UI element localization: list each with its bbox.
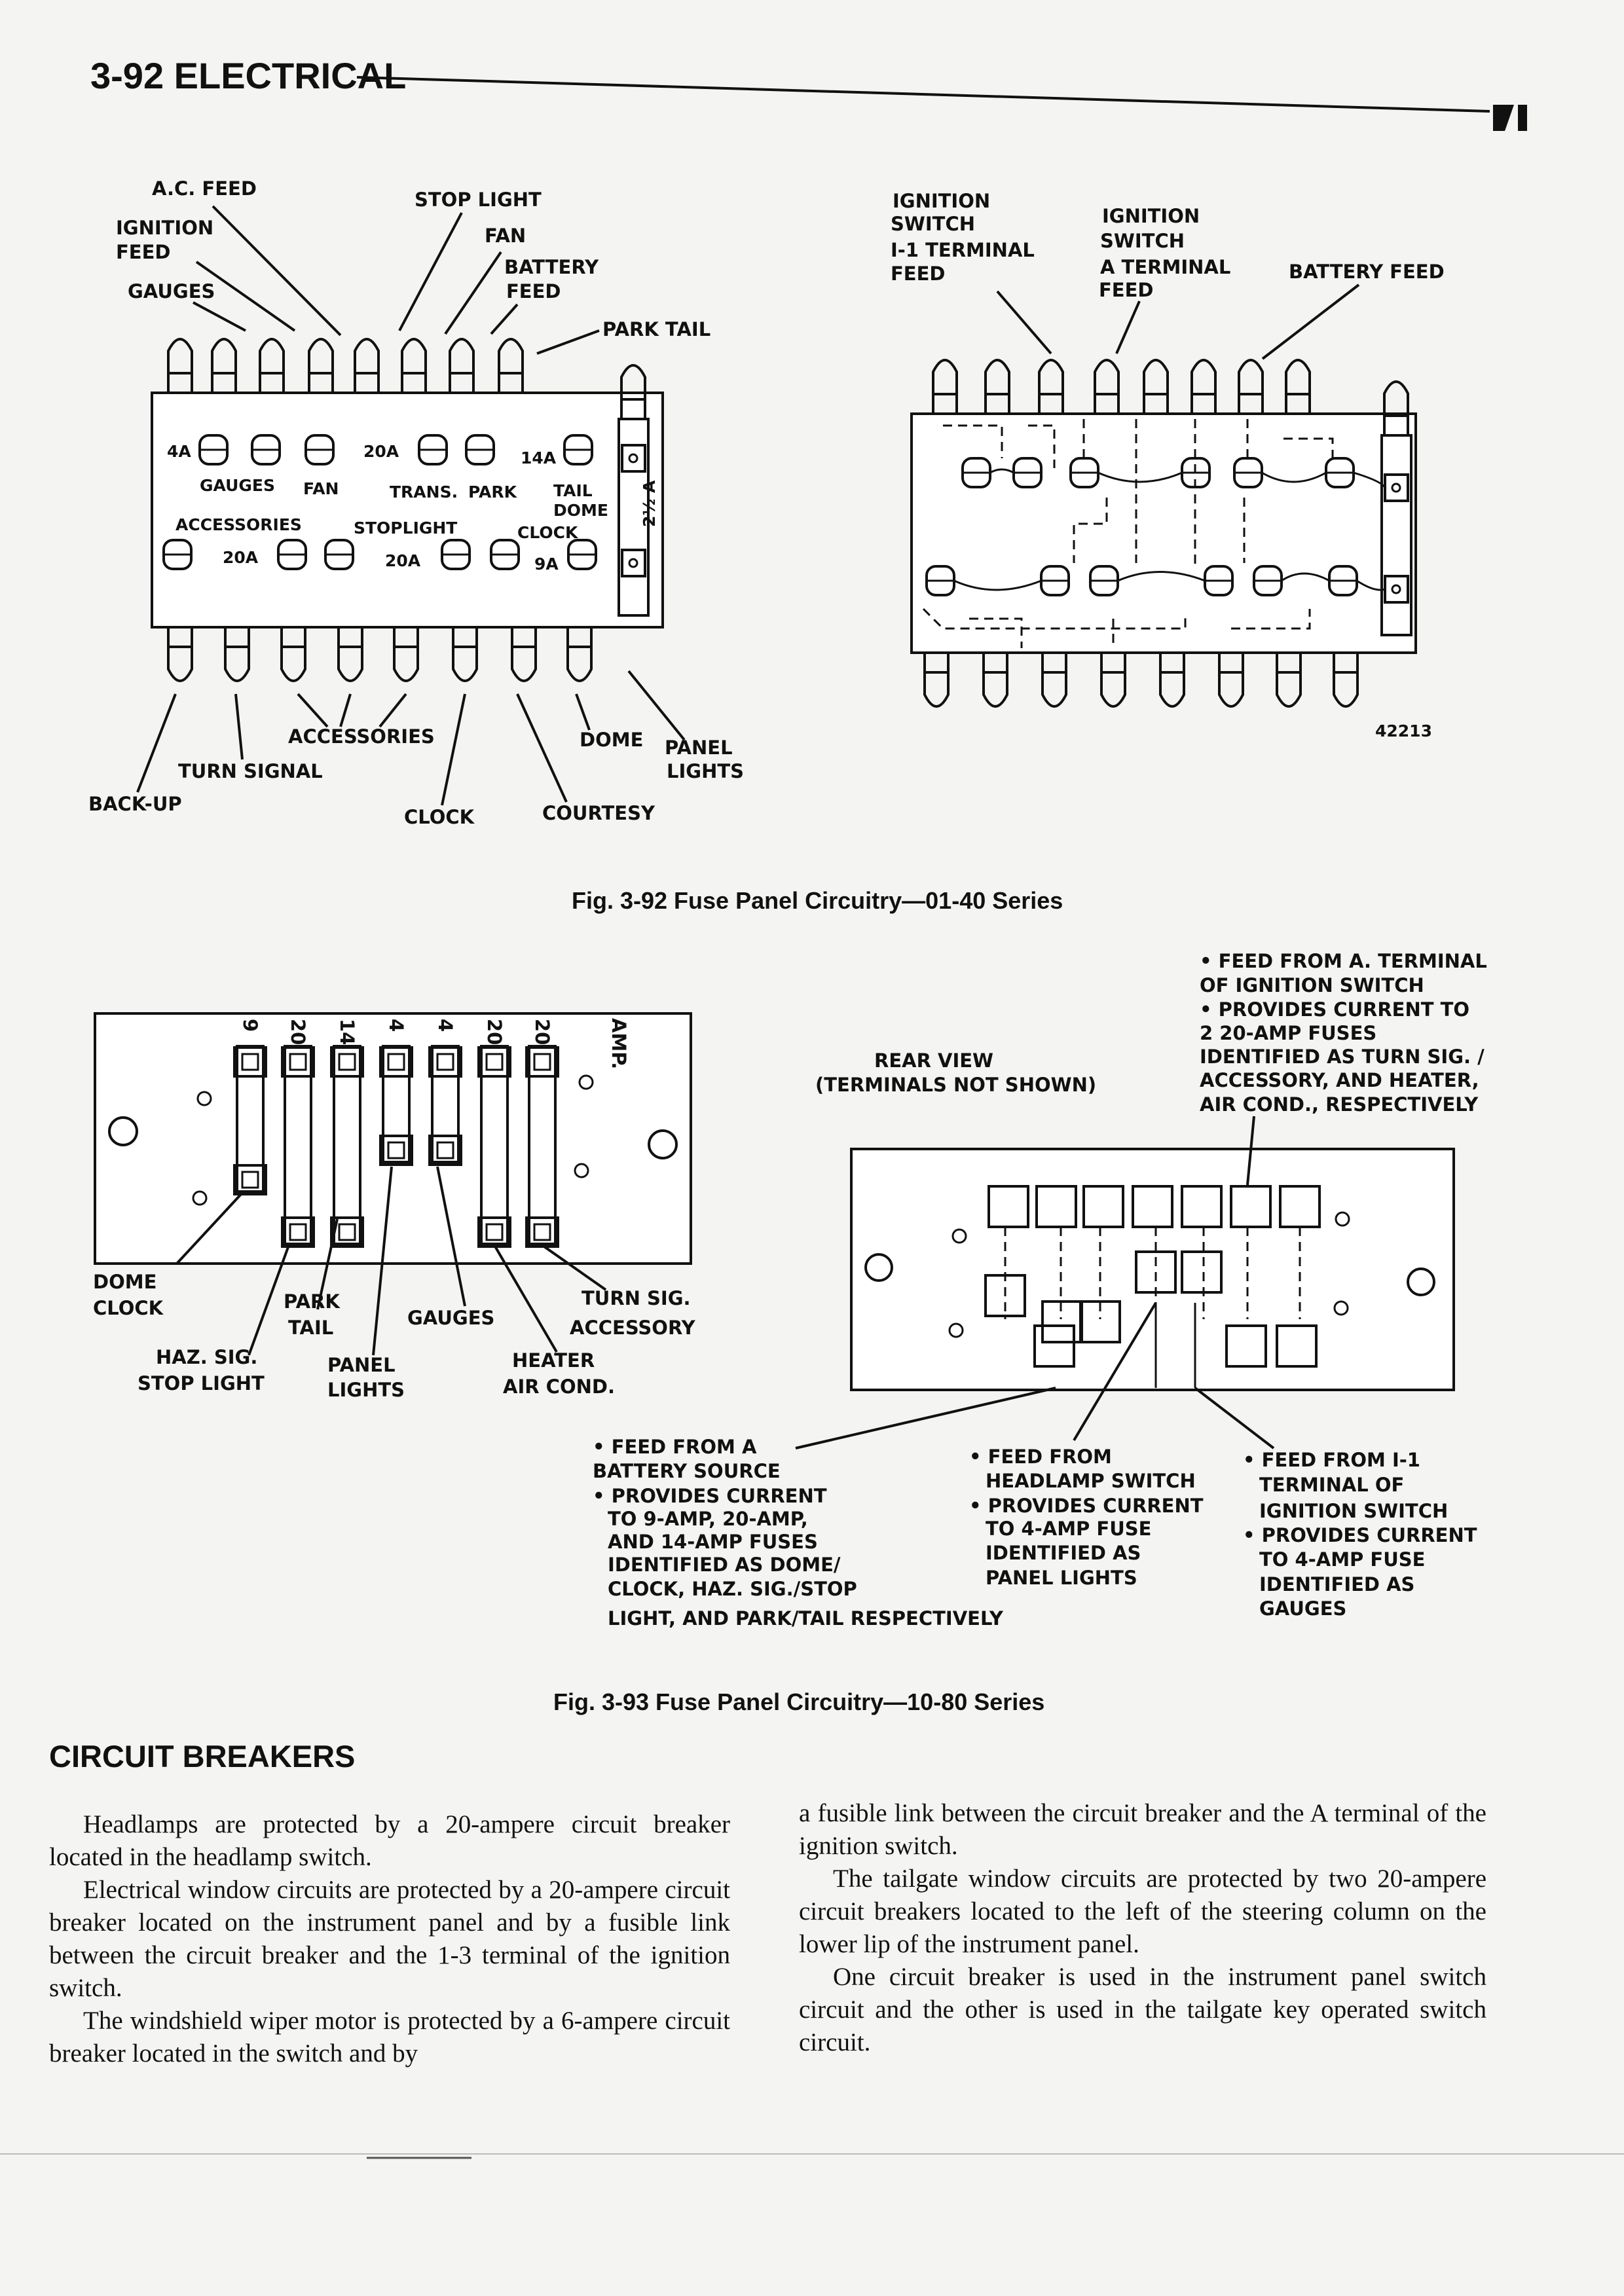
terminal-blade (984, 653, 1007, 706)
terminal-blade (1219, 653, 1243, 706)
fuse-block-10-80 (95, 1013, 691, 1264)
callout: HEATER (512, 1349, 595, 1372)
amp-value: 9 (239, 1019, 261, 1032)
callout: DOME (93, 1271, 157, 1293)
callout: FEED (1099, 279, 1154, 301)
amp-value: 4 (385, 1019, 407, 1032)
terminal-blade (225, 627, 249, 681)
terminal-blade (925, 653, 948, 706)
terminal-blade (1160, 653, 1184, 706)
note-line: 2 20-AMP FUSES (1200, 1022, 1377, 1044)
callout: STOP LIGHT (415, 189, 542, 211)
paragraph: Electrical window circuits are protected by a 20-ampere circuit breaker located on the instrument panel and by a fusible link between the circuit breaker and the 1-3 terminal of the ignition switch. (49, 1876, 730, 2002)
terminal-blade (1277, 653, 1301, 706)
callout: PARK TAIL (602, 318, 711, 340)
note-headlamp (969, 1446, 1204, 1589)
callout: BATTERY (504, 256, 599, 278)
note-line: • FEED FROM (969, 1446, 1112, 1468)
fuse-label: DOME (553, 501, 608, 520)
corner-mark-bar (1518, 105, 1527, 131)
callout: BATTERY FEED (1289, 261, 1445, 283)
fuse-label: 9A (534, 555, 559, 574)
part-number: 42213 (1375, 721, 1432, 740)
section-title: CIRCUIT BREAKERS (49, 1739, 356, 1774)
paragraph: One circuit breaker is used in the instrument panel switch circuit and the other is used in the tailgate key operated switch circuit. (799, 1963, 1486, 2056)
corner-mark (1493, 105, 1514, 131)
callout: LIGHTS (667, 760, 745, 782)
fuse-label: FAN (303, 479, 339, 498)
fuse-label: 20A (223, 548, 259, 567)
terminal-blade (394, 627, 418, 681)
terminal-blade (282, 627, 305, 681)
fuse-label: PARK (468, 483, 517, 501)
fuse-label: CLOCK (517, 523, 578, 542)
callout: PARK (284, 1290, 340, 1313)
note-line: AND 14-AMP FUSES (608, 1531, 818, 1553)
figure-caption-93: Fig. 3-93 Fuse Panel Circuitry—10-80 Series (553, 1688, 1045, 1715)
amp-value: 20 (287, 1019, 309, 1046)
note-line: IDENTIFIED AS DOME/ (608, 1554, 841, 1576)
callout: IGNITION (893, 190, 991, 212)
fuse-label: 20A (385, 551, 421, 570)
terminal-blade (512, 627, 536, 681)
note-line: ACCESSORY, AND HEATER, (1200, 1069, 1479, 1091)
note-top (1200, 950, 1487, 1116)
callout: SWITCH (1100, 230, 1185, 252)
callout: A TERMINAL (1100, 256, 1231, 278)
terminal-blade (309, 339, 333, 393)
callout: FEED (116, 241, 171, 263)
callout: TURN SIGNAL (178, 760, 323, 782)
note-line: PANEL LIGHTS (986, 1567, 1137, 1589)
terminal-blade (1095, 360, 1118, 414)
rear-view-label: REAR VIEW (874, 1049, 994, 1072)
note-ignition (1243, 1449, 1477, 1620)
terminal-blade (1239, 360, 1263, 414)
callout: BACK-UP (88, 793, 182, 815)
paragraph: The windshield wiper motor is protected by a 6-ampere circuit breaker located in the switch and by (49, 2007, 730, 2068)
terminal-blade (168, 339, 192, 393)
note-line: TERMINAL OF (1259, 1474, 1405, 1496)
callout: CLOCK (93, 1297, 164, 1319)
callout: ACCESSORIES (288, 725, 435, 748)
terminal-blade (933, 360, 957, 414)
callout: DOME (580, 729, 644, 751)
callout-arrows-right (997, 285, 1359, 359)
note-line: LIGHT, AND PARK/TAIL RESPECTIVELY (608, 1607, 1003, 1630)
amp-value: 20 (531, 1019, 553, 1046)
terminal-blade (1043, 653, 1066, 706)
note-line: TO 9-AMP, 20-AMP, (608, 1508, 808, 1530)
terminal-blade (1334, 653, 1357, 706)
callout: IGNITION (1102, 205, 1200, 227)
terminal-blade (1101, 653, 1125, 706)
fuse-label-vertical: 2½ A (640, 480, 659, 527)
callout: IGNITION (116, 217, 214, 239)
terminal-blade (1192, 360, 1215, 414)
amp-label: AMP. (608, 1018, 630, 1070)
terminal-blade (402, 339, 426, 393)
fuse-label: 14A (521, 448, 557, 467)
note-line: HEADLAMP SWITCH (986, 1470, 1196, 1492)
terminal-blade (453, 627, 477, 681)
callout: CLOCK (404, 806, 475, 828)
fuse-label: 20A (363, 442, 399, 461)
fuse-panel-right (912, 360, 1416, 706)
callout: PANEL (327, 1354, 396, 1376)
paragraph: The tailgate window circuits are protected by two 20-ampere circuit breakers located to the left of the steering column on the lower lip of the instrument panel. (799, 1865, 1486, 1958)
note-battery (593, 1436, 1004, 1630)
callout: TAIL (288, 1317, 334, 1339)
terminal-blade (1144, 360, 1168, 414)
callout: FEED (891, 263, 946, 285)
note-line: AIR COND., RESPECTIVELY (1200, 1093, 1479, 1116)
terminal-blade (260, 339, 284, 393)
callout: GAUGES (128, 280, 215, 302)
rear-view-label: (TERMINALS NOT SHOWN) (815, 1074, 1097, 1096)
note-line: • PROVIDES CURRENT TO (1200, 998, 1470, 1021)
paragraph: a fusible link between the circuit breaker and the A terminal of the ignition switch. (799, 1799, 1486, 1860)
terminal-blade (450, 339, 473, 393)
terminal-blade (339, 627, 362, 681)
paragraph: Headlamps are protected by a 20-ampere circuit breaker located in the headlamp switch. (49, 1810, 730, 1871)
fuse-label: ACCESSORIES (175, 515, 302, 534)
fuse-label: STOPLIGHT (354, 519, 458, 538)
note-line: BATTERY SOURCE (593, 1460, 781, 1482)
terminal-blade (1286, 360, 1310, 414)
amp-value: 14 (336, 1019, 358, 1046)
note-line: • FEED FROM I-1 (1243, 1449, 1420, 1471)
callout: FEED (506, 280, 561, 302)
terminal-blade (986, 360, 1009, 414)
text-column-left (49, 1808, 730, 2070)
callout: GAUGES (407, 1307, 495, 1329)
figure-caption-92: Fig. 3-92 Fuse Panel Circuitry—01-40 Series (572, 887, 1063, 914)
fuse-label: TAIL (553, 481, 593, 500)
note-line: CLOCK, HAZ. SIG./STOP (608, 1578, 857, 1600)
note-line: IDENTIFIED AS TURN SIG. / (1200, 1046, 1485, 1068)
terminal-blade (1039, 360, 1063, 414)
note-line: TO 4-AMP FUSE (1259, 1548, 1426, 1571)
terminal-blade (499, 339, 523, 393)
header-rule (357, 77, 1490, 111)
callout: ACCESSORY (570, 1317, 695, 1339)
note-line: • PROVIDES CURRENT (1243, 1524, 1477, 1546)
rear-view-panel (851, 1116, 1454, 1390)
terminal-blade (355, 339, 378, 393)
callout: I-1 TERMINAL (891, 239, 1035, 261)
fuse-label: GAUGES (200, 476, 276, 495)
callout: LIGHTS (327, 1379, 405, 1401)
terminal-blade (212, 339, 236, 393)
amp-value: 4 (434, 1019, 456, 1032)
page-header: 3-92 ELECTRICAL (90, 55, 407, 96)
note-line: • FEED FROM A (593, 1436, 757, 1458)
callout: FAN (485, 225, 526, 247)
callout: HAZ. SIG. (156, 1346, 258, 1368)
note-line: TO 4-AMP FUSE (986, 1518, 1152, 1540)
note-line: OF IGNITION SWITCH (1200, 974, 1424, 996)
callout: STOP LIGHT (138, 1372, 265, 1394)
callout: COURTESY (542, 802, 655, 824)
text-column-right (799, 1797, 1486, 2059)
callout: PANEL (665, 737, 733, 759)
note-line: IGNITION SWITCH (1259, 1500, 1449, 1522)
terminal-blade (168, 627, 192, 681)
note-line: IDENTIFIED AS (1259, 1573, 1415, 1595)
fuse-label: TRANS. (390, 483, 458, 501)
note-line: • PROVIDES CURRENT (593, 1485, 827, 1507)
fuse-label: 4A (167, 442, 191, 461)
terminal-blade (568, 627, 591, 681)
callout: AIR COND. (503, 1376, 615, 1398)
note-line: • PROVIDES CURRENT (969, 1495, 1204, 1517)
note-line: GAUGES (1259, 1597, 1347, 1620)
note-line: IDENTIFIED AS (986, 1542, 1141, 1564)
amp-value: 20 (483, 1019, 506, 1046)
callout: A.C. FEED (152, 177, 257, 200)
callout: SWITCH (891, 213, 975, 235)
callout: TURN SIG. (581, 1287, 691, 1309)
note-line: • FEED FROM A. TERMINAL (1200, 950, 1487, 972)
